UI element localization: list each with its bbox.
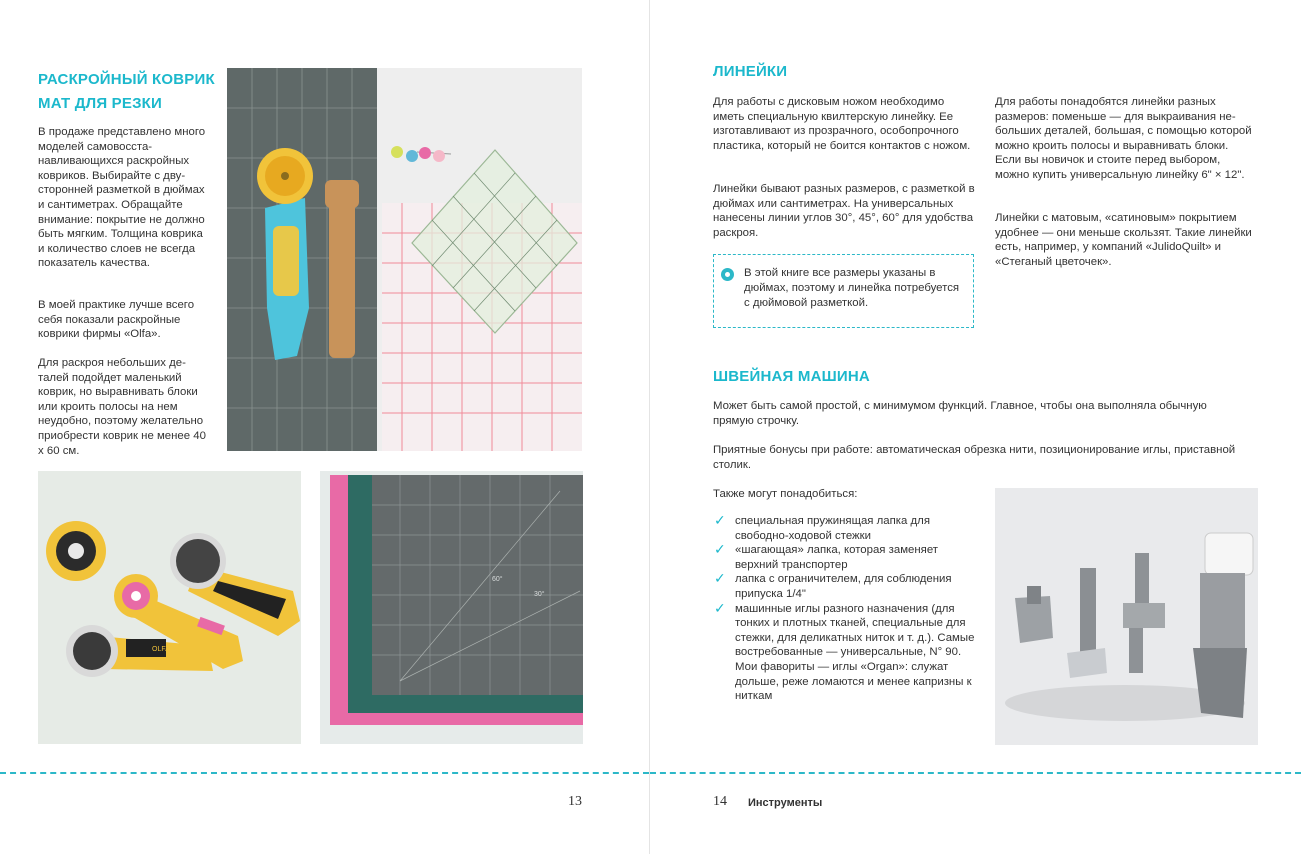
rotary-cutters-photo	[38, 471, 301, 744]
cutter-brand-label: OLFA	[152, 646, 170, 653]
left-page-number: 13	[568, 794, 582, 809]
cutting-mat-illustration	[320, 471, 583, 744]
rotary-cutter-ruler-photo	[227, 68, 582, 451]
rulers-col2-paragraph-2: Линейки с матовым, «сатиновым» покрытием удобнее — они меньше скользят. Такие линейки есть, например, у компаний «JulidoQuilt» и «Стеганый цветочек».	[995, 212, 1252, 268]
machine-paragraph-1: Может быть самой простой, с минимумом функций. Главное, чтобы она выполняла обычную прямую строчку.	[713, 400, 1207, 427]
rulers-col2-paragraph-1: Для работы понадобятся линейки разных размеров: поменьше — для выкраивания небольших деталей, большая, с помощью которой можно кроить полосы и выравнивать блоки. Если вы новичок и стоите перед выбором, можно купить универсальную линейку 6" × 12".	[995, 96, 1252, 181]
rotary-cutter-ruler-illustration	[227, 68, 582, 451]
checkmark-icon: ✓	[714, 600, 726, 617]
presser-feet-photo	[995, 488, 1258, 745]
info-bullet-icon	[721, 268, 734, 281]
heading-line-2: МАТ ДЛЯ РЕЗКИ	[38, 95, 163, 112]
presser-feet-illustration	[995, 488, 1258, 745]
callout-text: В этой книге все размеры указаны в дюймах, поэтому и линейка потребуется с дюймовой разметкой.	[744, 267, 960, 309]
right-footer-divider	[650, 772, 1301, 774]
cutting-mat-heading	[38, 68, 218, 116]
mat-paragraph-2: В моей практике лучше всего себя показали раскройные коврики фирмы «Olfa».	[38, 299, 195, 341]
list-item	[713, 572, 983, 601]
list-item	[713, 514, 983, 543]
accessories-list	[713, 514, 983, 704]
section-name: Инструменты	[748, 797, 823, 809]
list-item-text: «шагающая» лапка, которая заменяет верхний транспортер	[735, 544, 938, 571]
cutting-mat-photo	[320, 471, 583, 744]
mat-angle-label-30: 30°	[534, 591, 545, 598]
rulers-heading: ЛИНЕЙКИ	[713, 63, 788, 80]
left-footer-divider	[0, 772, 649, 774]
rulers-col1-paragraph-1: Для работы с дисковым ножом необходимо иметь специальную квилтерскую линейку. Ее изготавливают из прозрачного, особопрочного пластика, который не боится контактов с ножом.	[713, 96, 971, 152]
machine-paragraph-2: Приятные бонусы при работе: автоматическая обрезка нити, позиционирование иглы, приставной столик.	[713, 444, 1236, 471]
checkmark-icon: ✓	[714, 571, 726, 588]
list-item-text: специальная пружинящая лапка для свободно-ходовой стежки	[735, 515, 930, 542]
checkmark-icon: ✓	[714, 513, 726, 529]
checkmark-icon: ✓	[714, 542, 726, 559]
heading-line-1: РАСКРОЙНЫЙ КОВРИК	[38, 71, 215, 88]
sewing-machine-heading: ШВЕЙНАЯ МАШИНА	[713, 368, 870, 385]
rulers-col1-paragraph-2: Линейки бывают разных размеров, с разметкой в дюймах или сантиметрах. На универсальных нанесены линии углов 30°, 45°, 60° для удобства раскроя.	[713, 183, 975, 239]
mat-paragraph-1: В продаже представлено много моделей самовосстанавливающихся раскройных ковриков. Выбирайте с двусторонней разметкой в дюймах и сантиметрах. Обращайте внимание: покрытие не должно быть мягким. Толщина коврика и количество слоев не всегда показатель качества.	[38, 126, 206, 270]
mat-paragraph-3: Для раскроя небольших деталей подойдет маленький коврик, но выравнивать блоки или кроить полосы на нем неудобно, поэтому желательно приобрести коврик не менее 40 х 60 см.	[38, 357, 206, 457]
mat-angle-label-60: 60°	[492, 576, 503, 583]
inch-note-callout	[713, 254, 974, 328]
list-item	[713, 543, 983, 572]
list-item-text: лапка с ограничителем, для соблюдения припуска 1/4"	[735, 573, 952, 600]
list-item-text: машинные иглы разного назначения (для тонких и плотных тканей, специальные для стежки, для деликатных ниток и т. д.). Самые востребованные — универсальные, N° 90. Мои фавориты — иглы «Organ»: служат дольше, реже ломаются и менее капризны к ниткам	[735, 602, 975, 703]
right-page-number: 14	[713, 794, 727, 809]
book-spine	[649, 0, 650, 854]
list-item	[713, 602, 983, 704]
machine-paragraph-3: Также могут понадобиться:	[713, 488, 858, 500]
rotary-cutters-illustration	[38, 471, 301, 744]
